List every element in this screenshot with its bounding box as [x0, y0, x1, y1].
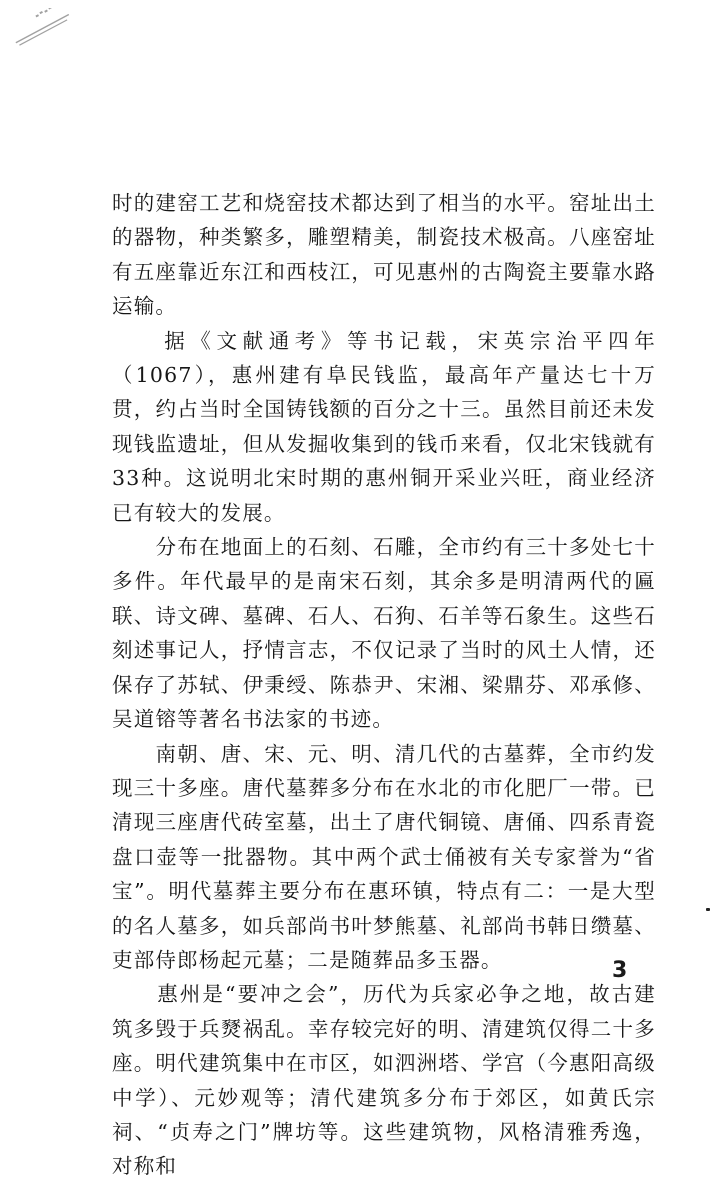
paragraph-kiln-craft: 时的建窑工艺和烧窑技术都达到了相当的水平。窑址出土的器物，种类繁多，雕塑精美，制瓷技术极高。八座窑址有五座靠近东江和西枝江，可见惠州的古陶瓷主要靠水路运输。	[112, 191, 656, 319]
paragraph-stone-carvings: 分布在地面上的石刻、石雕，全市约有三十多处七十多件。年代最早的是南宋石刻，其余多是明清两代的匾联、诗文碑、墓碑、石人、石狗、石羊等石象生。这些石刻述事记人，抒情言志，不仅记录了当时的风土人情，还保存了苏轼、伊秉绶、陈恭尹、宋湘、梁鼎芬、邓承修、吴道镕等著名书法家的书迹。	[112, 535, 656, 732]
body-text	[112, 186, 656, 1184]
paragraph-ancient-buildings: 惠州是“要冲之会”，历代为兵家必争之地，故古建筑多毁于兵燹祸乱。幸存较完好的明、清建筑仅得二十多座。明代建筑集中在市区，如泗洲塔、学宫（今惠阳高级中学）、元妙观等；清代建筑多分布于郊区，如黄氏宗祠、“贞寿之门”牌坊等。这些建筑物，风格清雅秀逸，对称和	[112, 982, 656, 1179]
paragraph-ancient-tombs: 南朝、唐、宋、元、明、清几代的古墓葬，全市约发现三十多座。唐代墓葬多分布在水北的市化肥厂一带。已清现三座唐代砖室墓，出土了唐代铜镜、唐俑、四系青瓷盘口壶等一批器物。其中两个武士俑被有关专家誉为“省宝”。明代墓葬主要分布在惠环镇，特点有二：一是大型的名人墓多，如兵部尚书叶梦熊墓、礼部尚书韩日缵墓、吏部侍郎杨起元墓；二是随葬品多玉器。	[112, 741, 656, 972]
corner-watermark	[2, 8, 82, 48]
page-number: 3	[612, 958, 628, 983]
paragraph-coin-mint: 据《文献通考》等书记载，宋英宗治平四年（1067），惠州建有阜民钱监，最高年产量达七十万贯，约占当时全国铸钱额的百分之十三。虽然目前还未发现钱监遗址，但从发掘收集到的钱币来看，仅北宋钱就有33种。这说明北宋时期的惠州铜开采业兴旺，商业经济已有较大的发展。	[112, 328, 656, 525]
scan-speck	[706, 908, 710, 911]
